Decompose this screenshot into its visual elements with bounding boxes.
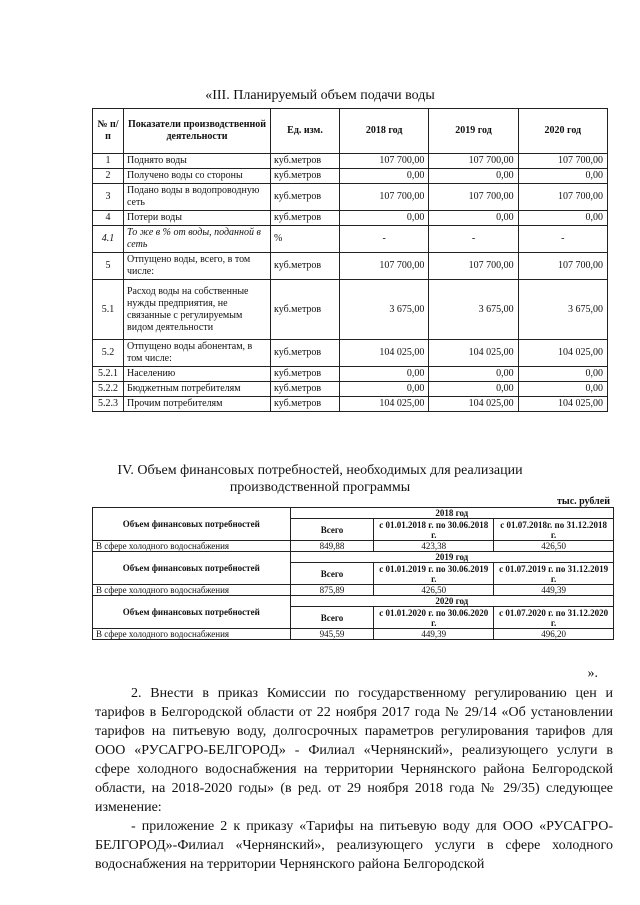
row-unit: куб.метров <box>271 340 340 367</box>
col-indicator-header: Показатели производственной деятельности <box>124 109 271 154</box>
row-unit: куб.метров <box>271 382 340 397</box>
total-header: Всего <box>290 563 374 585</box>
row-number: 5.2 <box>93 340 124 367</box>
col-2019-header: 2019 год <box>429 109 518 154</box>
period2-header: с 01.07.2020 г. по 31.12.2020 г. <box>494 607 614 629</box>
row-number: 1 <box>93 154 124 169</box>
table-row <box>93 541 614 552</box>
value-2018: 104 025,00 <box>340 340 429 367</box>
row-indicator: Поднято воды <box>124 154 271 169</box>
row-indicator: Потери воды <box>124 211 271 226</box>
row-unit: % <box>271 226 340 253</box>
table-row <box>93 397 608 412</box>
closing-quote: ». <box>587 666 598 681</box>
value-2018: 107 700,00 <box>340 253 429 280</box>
period1-header: с 01.01.2019 г. по 30.06.2019 г. <box>374 563 494 585</box>
value-2018: 0,00 <box>340 169 429 184</box>
period2-header: с 01.07.2018г. по 31.12.2018 г. <box>494 519 614 541</box>
value-2019: - <box>429 226 518 253</box>
row-unit: куб.метров <box>271 184 340 211</box>
table-row <box>93 340 608 367</box>
paragraph-2-text: 2. Внести в приказ Комиссии по государственному регулированию цен и тарифов в Белгородской области от 22 ноября 2017 года № 29/14 «Об установлении тарифов на питьевую воду, долгосрочных параметров регулирования тарифов для ООО «РУСАГРО-БЕЛГОРОД» - Филиал «Чернянский», реализующего услуги в сфере холодного водоснабжения на территории Чернянского района Белгородской области, на 2018-2020 годы» (в ред. от 29 ноября 2018 года № 29/35) следующее изменение: <box>95 686 613 815</box>
table-row <box>93 629 614 640</box>
row-number: 5.2.1 <box>93 367 124 382</box>
period2-header: с 01.07.2019 г. по 31.12.2019 г. <box>494 563 614 585</box>
row-indicator: Получено воды со стороны <box>124 169 271 184</box>
label-header: Объем финансовых потребностей <box>93 552 291 585</box>
value-2018: 104 025,00 <box>340 397 429 412</box>
value-2019: 3 675,00 <box>429 280 518 340</box>
value-2020: - <box>518 226 607 253</box>
value-2019: 107 700,00 <box>429 184 518 211</box>
value-2020: 104 025,00 <box>518 397 607 412</box>
row-unit: куб.метров <box>271 367 340 382</box>
period1-value: 449,39 <box>374 629 494 640</box>
table-row <box>93 154 608 169</box>
row-unit: куб.метров <box>271 253 340 280</box>
year-header: 2018 год <box>290 508 613 519</box>
value-2019: 104 025,00 <box>429 340 518 367</box>
value-2018: 0,00 <box>340 211 429 226</box>
value-2019: 0,00 <box>429 382 518 397</box>
period1-value: 423,38 <box>374 541 494 552</box>
value-2018: 107 700,00 <box>340 184 429 211</box>
row-label: В сфере холодного водоснабжения <box>93 629 291 640</box>
row-number: 4.1 <box>93 226 124 253</box>
table-row <box>93 184 608 211</box>
row-indicator: Отпущено воды, всего, в том числе: <box>124 253 271 280</box>
value-2019: 107 700,00 <box>429 253 518 280</box>
row-unit: куб.метров <box>271 154 340 169</box>
water-volume-table <box>92 108 608 412</box>
section4-title-line1: IV. Объем финансовых потребностей, необходимых для реализации <box>117 463 523 478</box>
row-number: 5 <box>93 253 124 280</box>
row-label: В сфере холодного водоснабжения <box>93 541 291 552</box>
table-row <box>93 596 614 607</box>
row-indicator: Подано воды в водопроводную сеть <box>124 184 271 211</box>
value-2020: 0,00 <box>518 367 607 382</box>
row-indicator: Отпущено воды абонентам, в том числе: <box>124 340 271 367</box>
row-indicator: Расход воды на собственные нужды предприятия, не связанные с регулируемым видом деятельности <box>124 280 271 340</box>
section3-title: «III. Планируемый объем подачи воды <box>205 88 435 103</box>
value-2020: 0,00 <box>518 169 607 184</box>
value-2020: 0,00 <box>518 211 607 226</box>
year-header: 2020 год <box>290 596 613 607</box>
value-2020: 107 700,00 <box>518 253 607 280</box>
col-2018-header: 2018 год <box>340 109 429 154</box>
section4-title <box>0 462 640 496</box>
row-number: 5.1 <box>93 280 124 340</box>
row-unit: куб.метров <box>271 211 340 226</box>
period1-value: 426,50 <box>374 585 494 596</box>
total-value: 945,59 <box>290 629 374 640</box>
col-unit-header: Ед. изм. <box>271 109 340 154</box>
value-2019: 0,00 <box>429 367 518 382</box>
row-unit: куб.метров <box>271 397 340 412</box>
value-2019: 107 700,00 <box>429 154 518 169</box>
row-indicator: Бюджетным потребителям <box>124 382 271 397</box>
section4-title-line2: производственной программы <box>229 480 411 495</box>
paragraph-2-item: - приложение 2 к приказу «Тарифы на питьевую воду для ООО «РУСАГРО-БЕЛГОРОД»-Филиал «Чернянский», реализующего услуги в сфере холодного водоснабжения на территории Чернянского района Белгородской <box>95 819 613 872</box>
value-2020: 107 700,00 <box>518 184 607 211</box>
value-2018: 3 675,00 <box>340 280 429 340</box>
table-row <box>93 367 608 382</box>
table-row <box>93 382 608 397</box>
value-2020: 3 675,00 <box>518 280 607 340</box>
value-2019: 104 025,00 <box>429 397 518 412</box>
period1-header: с 01.01.2018 г. по 30.06.2018 г. <box>374 519 494 541</box>
table-row <box>93 280 608 340</box>
row-number: 3 <box>93 184 124 211</box>
value-2019: 0,00 <box>429 211 518 226</box>
value-2020: 104 025,00 <box>518 340 607 367</box>
period2-value: 496,20 <box>494 629 614 640</box>
row-indicator: То же в % от воды, поданной в сеть <box>124 226 271 253</box>
row-unit: куб.метров <box>271 169 340 184</box>
value-2020: 0,00 <box>518 382 607 397</box>
value-2019: 0,00 <box>429 169 518 184</box>
value-2018: 0,00 <box>340 367 429 382</box>
label-header: Объем финансовых потребностей <box>93 508 291 541</box>
col-num-header: № п/п <box>93 109 124 154</box>
table-row <box>93 585 614 596</box>
row-number: 5.2.3 <box>93 397 124 412</box>
label-header: Объем финансовых потребностей <box>93 596 291 629</box>
table-row <box>93 169 608 184</box>
unit-note: тыс. рублей <box>556 496 610 507</box>
year-header: 2019 год <box>290 552 613 563</box>
value-2020: 107 700,00 <box>518 154 607 169</box>
row-indicator: Прочим потребителям <box>124 397 271 412</box>
table-row <box>93 211 608 226</box>
table-row <box>93 552 614 563</box>
total-value: 849,88 <box>290 541 374 552</box>
financial-needs-table <box>92 507 614 640</box>
table-row <box>93 226 608 253</box>
row-unit: куб.метров <box>271 280 340 340</box>
row-number: 4 <box>93 211 124 226</box>
row-label: В сфере холодного водоснабжения <box>93 585 291 596</box>
total-header: Всего <box>290 519 374 541</box>
row-number: 5.2.2 <box>93 382 124 397</box>
period2-value: 426,50 <box>494 541 614 552</box>
period2-value: 449,39 <box>494 585 614 596</box>
value-2018: - <box>340 226 429 253</box>
row-number: 2 <box>93 169 124 184</box>
col-2020-header: 2020 год <box>518 109 607 154</box>
row-indicator: Населению <box>124 367 271 382</box>
total-header: Всего <box>290 607 374 629</box>
table-header-row <box>93 109 608 154</box>
value-2018: 107 700,00 <box>340 154 429 169</box>
paragraph-2 <box>95 684 613 874</box>
table-row <box>93 253 608 280</box>
table-row <box>93 508 614 519</box>
total-value: 875,89 <box>290 585 374 596</box>
period1-header: с 01.01.2020 г. по 30.06.2020 г. <box>374 607 494 629</box>
value-2018: 0,00 <box>340 382 429 397</box>
